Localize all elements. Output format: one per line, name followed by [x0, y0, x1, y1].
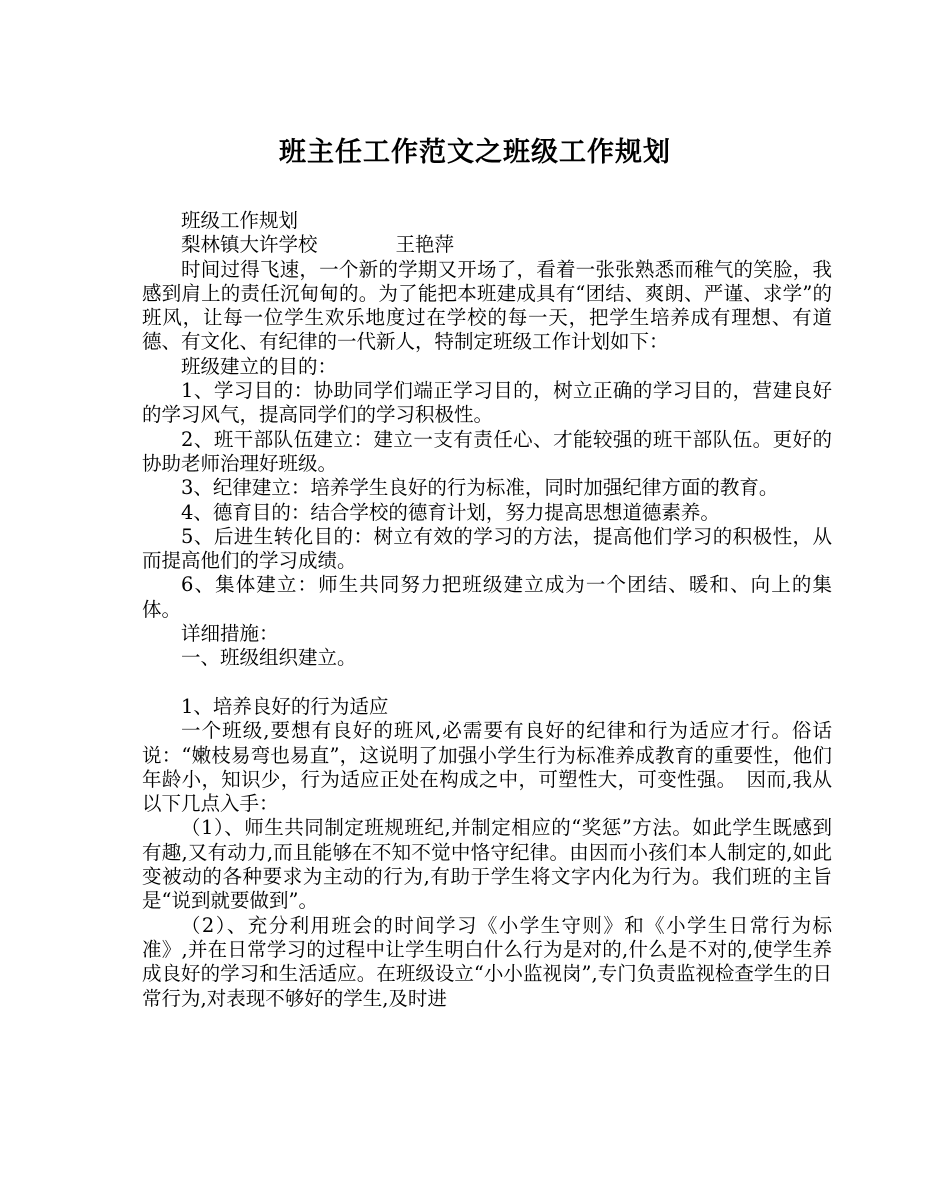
byline — [142, 233, 832, 257]
paragraph: 一个班级,要想有良好的班风,必需要有良好的纪律和行为适应才行。俗话说：“嫩枝易弯也易直”，这说明了加强小学生行为标准养成教育的重要性，他们年龄小，知识少，行为适应正处在构成之中，可塑性大，可变性强。 因而,我从以下几点入手： — [142, 719, 832, 816]
paragraph: （2）、充分利用班会的时间学习《小学生守则》和《小学生日常行为标准》,并在日常学习的过程中让学生明白什么行为是对的,什么是不对的,使学生养成良好的学习和生活适应。在班级设立“小小监视岗”,专门负责监视检查学生的日常行为,对表现不够好的学生,及时进 — [142, 913, 832, 1010]
document-body — [142, 209, 832, 1011]
author-name: 王艳萍 — [395, 233, 455, 257]
paragraph: 3、纪律建立：培养学生良好的行为标准，同时加强纪律方面的教育。 — [181, 476, 779, 500]
school-name: 梨林镇大许学校 — [181, 233, 318, 257]
paragraph: 一、班级组织建立。 — [181, 646, 357, 670]
paragraph: 6、集体建立：师生共同努力把班级建立成为一个团结、暖和、向上的集体。 — [142, 573, 832, 621]
blank-line — [142, 671, 832, 695]
section-heading: 1、培养良好的行为适应 — [181, 694, 389, 718]
paragraph: 1、学习目的：协助同学们端正学习目的，树立正确的学习目的，营建良好的学习风气，提高同学们的学习积极性。 — [142, 379, 832, 427]
paragraph: 详细措施： — [181, 622, 279, 646]
paragraph: 时间过得飞速，一个新的学期又开场了，看着一张张熟悉而稚气的笑脸，我感到肩上的责任沉甸甸的。为了能把本班建成具有“团结、爽朗、严谨、求学”的班风，让每一位学生欢乐地度过在学校的每一天，把学生培养成有理想、有道德、有文化、有纪律的一代新人，特制定班级工作计划如下： — [142, 257, 832, 354]
paragraph: 班级建立的目的： — [181, 354, 338, 378]
paragraph: 4、德育目的：结合学校的德育计划，努力提高思想道德素养。 — [181, 500, 720, 524]
document-title: 班主任工作范文之班级工作规划 — [279, 137, 671, 168]
paragraph: 5、后进生转化目的：树立有效的学习的方法，提高他们学习的积极性，从而提高他们的学习成绩。 — [142, 524, 832, 573]
paragraph: （1）、师生共同制定班规班纪,并制定相应的“奖惩”方法。如此学生既感到有趣,又有动力,而且能够在不知不觉中恪守纪律。由因而小孩们本人制定的,如此变被动的各种要求为主动的行为,有助于学生将文字内化为行为。我们班的主旨是“说到就要做到”。 — [142, 816, 832, 913]
plan-heading: 班级工作规划 — [181, 209, 299, 232]
paragraph: 2、班干部队伍建立：建立一支有责任心、才能较强的班干部队伍。更好的协助老师治理好班级。 — [142, 427, 832, 475]
